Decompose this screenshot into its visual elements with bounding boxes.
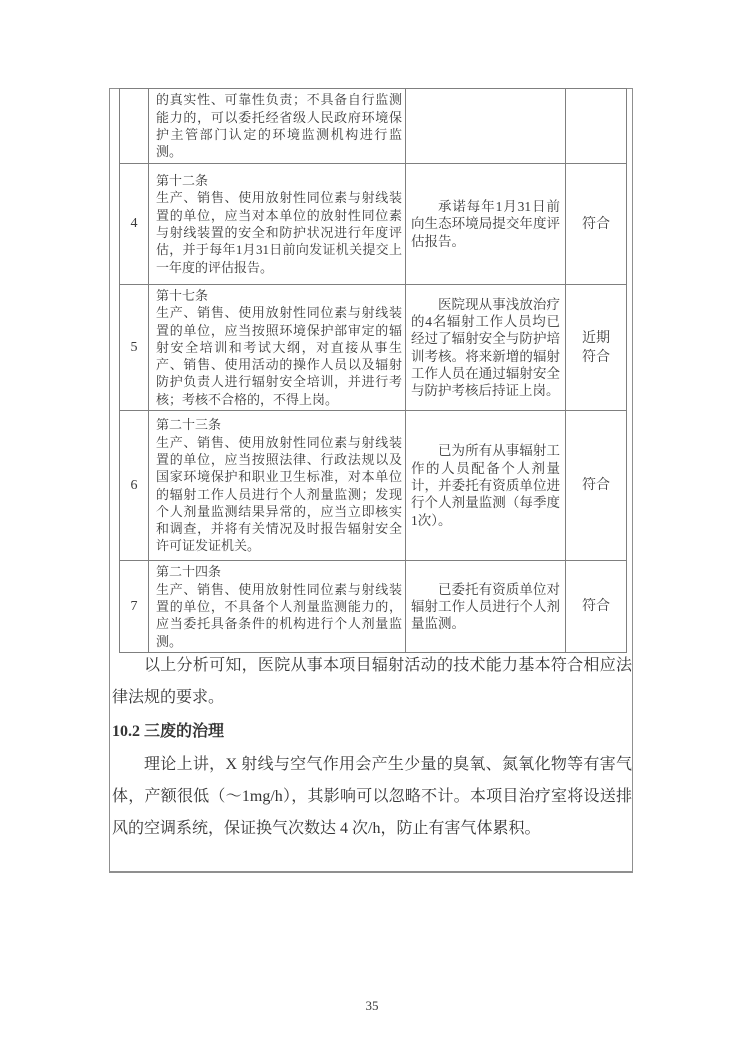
row-number-cell bbox=[120, 89, 149, 164]
table-row bbox=[120, 411, 627, 561]
status-cell bbox=[406, 89, 566, 164]
article-title: 第十二条 bbox=[156, 173, 209, 189]
requirement-cell bbox=[149, 164, 406, 285]
requirement-cell bbox=[149, 89, 406, 164]
row-number-cell: 4 bbox=[120, 164, 149, 285]
status-text: 承诺每年1月31日前向生态环境局提交年度评估报告。 bbox=[411, 199, 560, 249]
body-text-block bbox=[112, 650, 632, 845]
table-row bbox=[120, 285, 627, 411]
status-text: 医院现从事浅放治疗的4名辐射工作人员均已经过了辐射安全与防护培训考核。将来新增的辐射工作人员在通过辐射安全与防护考核后持证上岗。 bbox=[411, 296, 560, 399]
requirement-text: 生产、销售、使用放射性同位素与射线装置的单位，不具备个人剂量监测能力的，应当委托具备条件的机构进行个人剂量监测。 bbox=[156, 581, 402, 649]
status-text: 已委托有资质单位对辐射工作人员进行个人剂量监测。 bbox=[411, 581, 560, 632]
requirement-text: 的真实性、可靠性负责；不具备自行监测能力的，可以委托经省级人民政府环境保护主管部门认定的环境监测机构进行监测。 bbox=[156, 92, 402, 160]
status-cell bbox=[406, 411, 566, 561]
table-row bbox=[120, 164, 627, 285]
compliance-text: 符合 bbox=[582, 599, 610, 615]
requirement-cell bbox=[149, 561, 406, 653]
status-cell bbox=[406, 285, 566, 411]
compliance-cell bbox=[566, 561, 627, 653]
compliance-text: 近期符合 bbox=[582, 330, 610, 365]
status-text: 已为所有从事辐射工作的人员配备个人剂量计，并委托有资质单位进行个人剂量监测（每季度1次）。 bbox=[411, 443, 560, 528]
conclusion-paragraph: 以上分析可知，医院从事本项目辐射活动的技术能力基本符合相应法律法规的要求。 bbox=[112, 657, 632, 706]
compliance-cell bbox=[566, 411, 627, 561]
compliance-cell bbox=[566, 285, 627, 411]
article-title: 第二十三条 bbox=[156, 417, 222, 433]
compliance-cell bbox=[566, 89, 627, 164]
row-number-cell: 5 bbox=[120, 285, 149, 411]
article-title: 第二十四条 bbox=[156, 564, 222, 580]
status-cell bbox=[406, 561, 566, 653]
row-number-cell: 6 bbox=[120, 411, 149, 561]
compliance-text: 符合 bbox=[582, 478, 610, 494]
compliance-cell bbox=[566, 164, 627, 285]
page-number: 35 bbox=[365, 998, 379, 1013]
section-heading: 10.2 三废的治理 bbox=[112, 723, 225, 740]
compliance-text: 符合 bbox=[582, 216, 610, 232]
requirement-text: 生产、销售、使用放射性同位素与射线装置的单位，应当按照法律、行政法规以及国家环境保护和职业卫生标准，对本单位的辐射工作人员进行个人剂量监测；发现个人剂量监测结果异常的，应当立即核实和调查，并将有关情况及时报告辐射安全许可证发证机关。 bbox=[156, 434, 402, 554]
requirement-text: 生产、销售、使用放射性同位素与射线装置的单位，应当按照环境保护部审定的辐射安全培训和考试大纲，对直接从事生产、销售、使用活动的操作人员以及辐射防护负责人进行辐射安全培训，并进行考核；考核不合格的，不得上岗。 bbox=[156, 305, 402, 407]
compliance-table bbox=[119, 88, 627, 653]
table-row bbox=[120, 561, 627, 653]
table-row bbox=[120, 89, 627, 164]
requirement-cell bbox=[149, 411, 406, 561]
requirement-cell bbox=[149, 285, 406, 411]
requirement-text: 生产、销售、使用放射性同位素与射线装置的单位，应当对本单位的放射性同位素与射线装置的安全和防护状况进行年度评估，并于每年1月31日前向发证机关提交上一年度的评估报告。 bbox=[156, 190, 402, 275]
section-paragraph: 理论上讲，X 射线与空气作用会产生少量的臭氧、氮氧化物等有害气体，产额很低（～1mg/h），其影响可以忽略不计。本项目治疗室将设送排风的空调系统，保证换气次数达 4 次/h，防止有害气体累积。 bbox=[112, 756, 632, 837]
article-title: 第十七条 bbox=[156, 288, 209, 303]
row-number-cell: 7 bbox=[120, 561, 149, 653]
status-cell bbox=[406, 164, 566, 285]
